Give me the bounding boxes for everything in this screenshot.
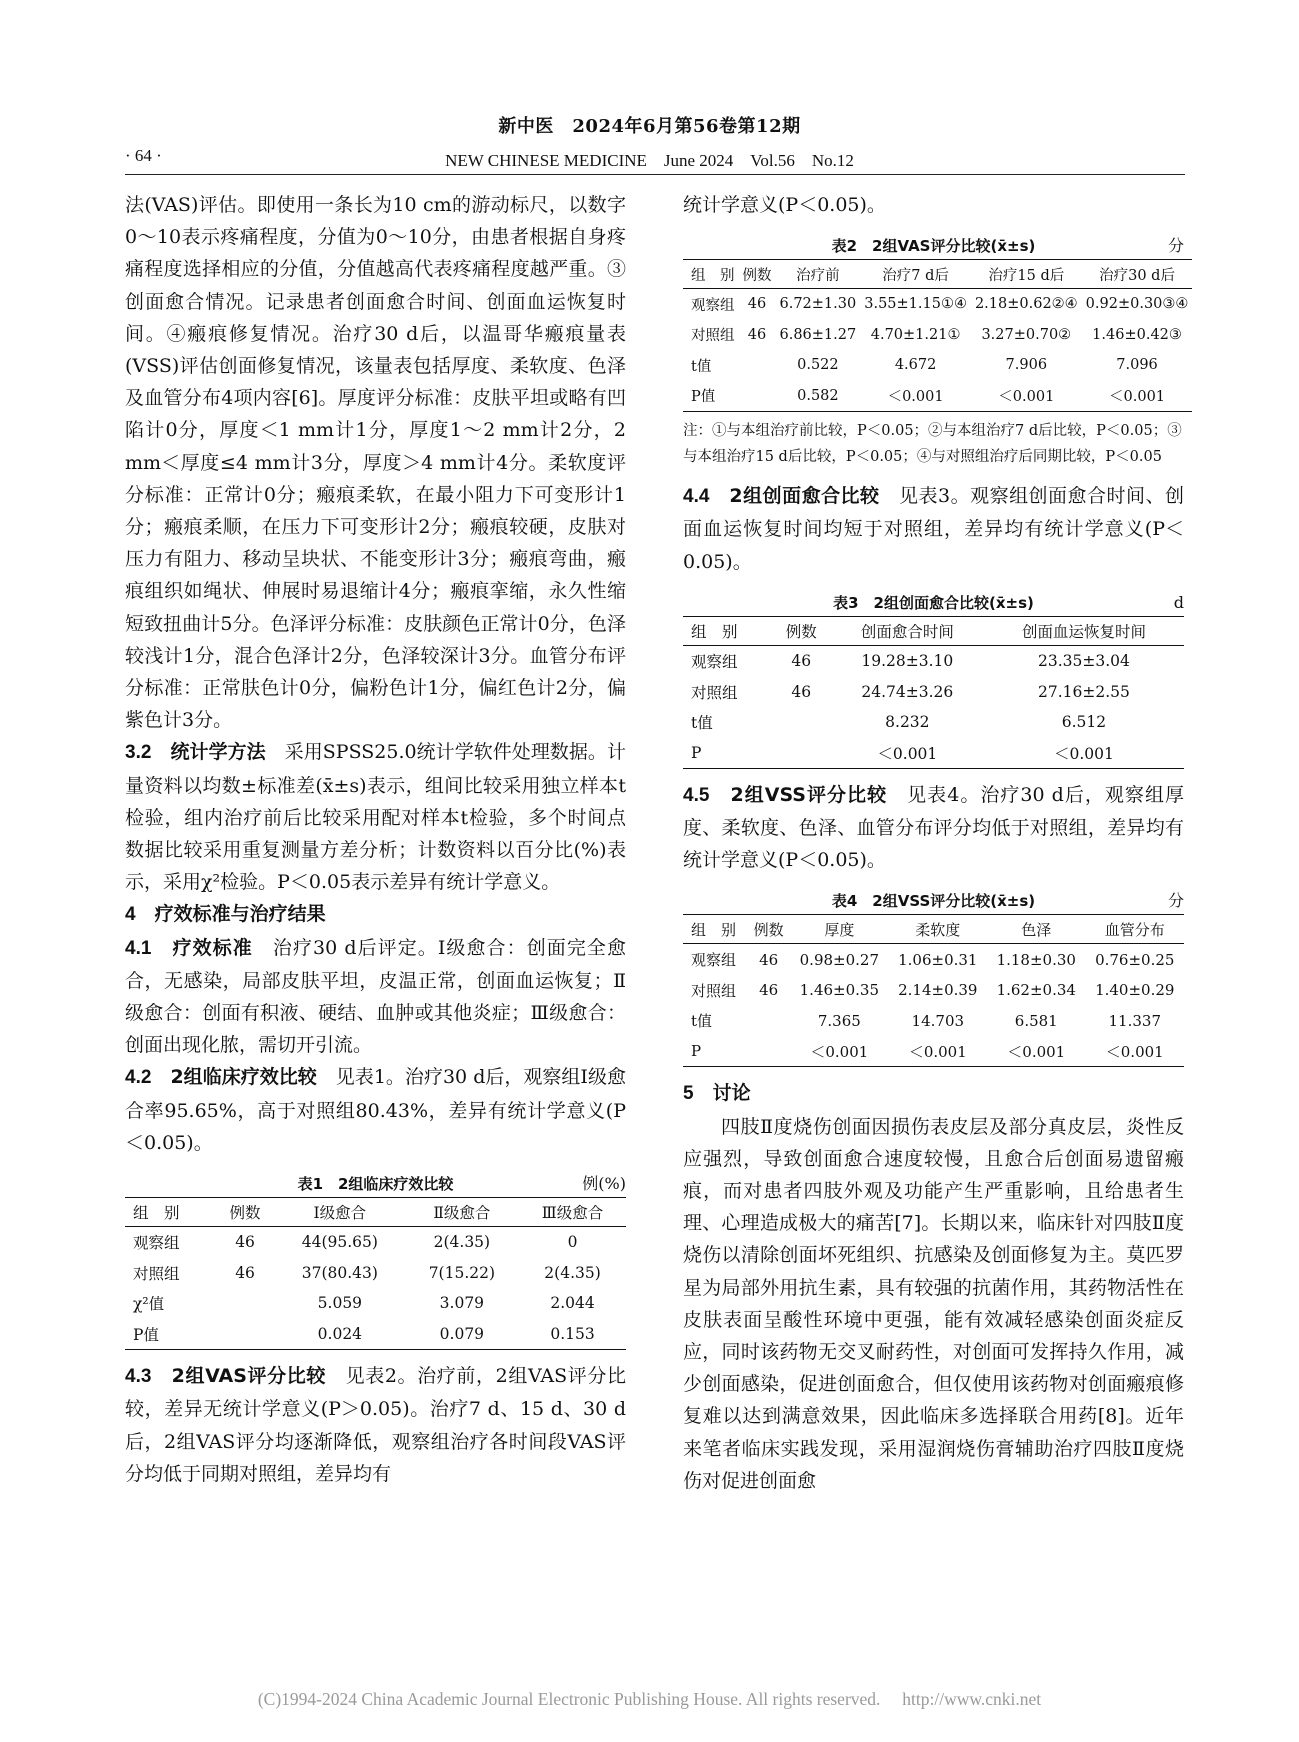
cell: 0.153 [519,1319,626,1350]
section-title: 2组临床疗效比较 [170,1066,317,1089]
table-row [683,1036,1184,1067]
section-number: 4.2 [125,1067,152,1089]
col-header: 色泽 [987,915,1085,944]
col-header: 创面愈合时间 [831,616,984,645]
cell: 2(4.35) [544,1263,601,1282]
col-header: 组 别 [683,915,747,944]
cell: ＜0.001 [790,1036,888,1067]
caption-text: 表3 2组创面愈合比较(x̄±s) [833,593,1034,612]
table-1 [125,1171,626,1350]
col-header: Ⅲ级愈合 [519,1198,626,1227]
section-number: 4.5 [683,784,710,806]
cell: P值 [125,1319,215,1350]
cell: 观察组 [691,951,737,970]
cell: ＜0.001 [987,1036,1085,1067]
section-3-2 [125,736,626,898]
cell: 44(95.65) [301,1233,378,1252]
header-rule [125,174,1185,175]
copyright-footer: (C)1994-2024 China Academic Journal Electronic Publishing House. All rights reserved. http://www.cnki.net [257,1689,1042,1709]
col-header: 例数 [772,616,831,645]
table-row [683,944,1184,975]
table-row [125,1319,626,1350]
cell: 19.28±3.10 [861,652,954,671]
table-row [683,707,1184,738]
right-column [683,189,1189,1497]
section-title: 2组创面愈合比较 [729,485,880,508]
cell: P值 [683,381,739,412]
cell: ＜0.001 [984,737,1184,768]
cell: 6.512 [1061,713,1107,732]
table-unit: 分 [1167,236,1184,256]
col-header: Ⅰ级愈合 [275,1198,405,1227]
section-4-5 [683,779,1184,877]
table-2-grid [683,259,1192,412]
cell: 0.76±0.25 [1095,950,1175,969]
cell: 6.72±1.30 [779,296,857,313]
cell: 37(80.43) [301,1263,378,1282]
cell: 0.98±0.27 [799,950,880,969]
section-4-4 [683,480,1184,578]
table-unit: d [1173,592,1184,612]
section-number: 3.2 [125,742,152,764]
table-2-note: 注：①与本组治疗前比较，P＜0.05；②与本组治疗7 d后比较，P＜0.05；③与本组治疗15 d后比较，P＜0.05；④与对照组治疗后同期比较，P＜0.05 [683,423,1182,466]
cell: 46 [235,1263,255,1282]
section-5-heading [683,1077,1184,1110]
journal-title-cn: 新中医 2024年6月第56卷第12期 [498,116,801,137]
cell: 46 [759,950,779,969]
cell: 7(15.22) [428,1263,496,1282]
cell: 46 [791,682,812,701]
section-text: 治疗30 d后评定。Ⅰ级愈合：创面完全愈合，无感染，局部皮肤平坦，皮温正常，创面血运恢复；Ⅱ级愈合：创面有积液、硬结、血肿或其他炎症；Ⅲ级愈合：创面出现化脓，需切开引流。 [125,936,626,1057]
cell: 对照组 [691,683,738,702]
paragraph-continued: 统计学意义(P＜0.05)。 [683,194,886,216]
section-text: 见表4。治疗30 d后，观察组厚度、柔软度、色泽、血管分布评分均低于对照组，差异均有统计学意义(P＜0.05)。 [683,783,1184,872]
cell: t值 [691,358,712,375]
cell: 1.46±0.35 [799,981,880,1000]
cell: 1.18±0.30 [996,950,1076,969]
section-4-1 [125,932,626,1062]
cell [772,737,831,768]
cell: 观察组 [691,653,738,672]
cell [747,1036,790,1067]
section-number: 4.3 [125,1366,152,1388]
section-text: 见表3。观察组创面愈合时间、创面血运恢复时间均短于对照组，差异均有统计学意义(P＜0.05)。 [683,485,1184,573]
caption-text: 表2 2组VAS评分比较(x̄±s) [831,237,1036,256]
col-header: 治疗前 [776,260,861,289]
section-title: 统计学方法 [170,741,266,764]
table-row [683,676,1184,707]
paragraph-vas-vss: 法(VAS)评估。即使用一条长为10 cm的游动标尺，以数字0～10表示疼痛程度，分值为0～10分，由患者根据自身疼痛程度选择相应的分值，分值越高代表疼痛程度越严重。③创面愈合情况。记录患者创面愈合时间、创面血运恢复时间。④瘢痕修复情况。治疗30 d后，以温哥华瘢痕量表(VSS)评估创面修复情况，该量表包括厚度、柔软度、色泽及血管分布4项内容[6]。厚度评分标准：皮肤平坦或略有凹陷计0分，厚度＜1 mm计1分，厚度1～2 mm计2分，2 mm＜厚度≤4 mm计3分，厚度＞4 mm计4分。柔软度评分标准：正常计0分；瘢痕柔软，在最小阻力下可变形计1分；瘢痕柔顺，在压力下可变形计2分；瘢痕较硬，皮肤对压力有阻力、移动呈块状、不能变形计3分；瘢痕弯曲，瘢痕组织如绳状、伸展时易退缩计4分；瘢痕挛缩，永久性缩短致扭曲计5分。色泽评分标准：皮肤颜色正常计0分，色泽较浅计1分，混合色泽计2分，色泽较深计3分。血管分布评分标准：正常肤色计0分，偏粉色计1分，偏红色计2分，偏紫色计3分。 [125,194,626,732]
cell: 6.581 [1014,1011,1058,1030]
cell [215,1288,275,1319]
table-caption [683,233,1184,259]
cell: 观察组 [133,1234,180,1253]
cell: ＜0.001 [831,737,984,768]
section-4-3 [125,1360,626,1490]
page-number: · 64 · [125,146,162,165]
col-header: 治疗30 d后 [1082,260,1193,289]
col-header: 例数 [215,1198,275,1227]
table-row [683,381,1192,412]
cell: 7.906 [1005,357,1048,374]
cell [739,350,776,381]
col-header: 组 别 [683,616,772,645]
discussion-paragraph: 四肢Ⅱ度烧伤创面因损伤表皮层及部分真皮层，炎性反应强烈，导致创面愈合速度较慢，且愈合后创面易遗留瘢痕，而对患者四肢外观及功能产生严重影响，且给患者生理、心理造成极大的痛苦[7]。长期以来，临床针对四肢Ⅱ度烧伤以清除创面坏死组织、抗感染及创面修复为主。莫匹罗星为局部外用抗生素，具有较强的抗菌作用，其药物活性在皮肤表面呈酸性环境中更强，能有效减轻感染创面炎症反应，同时该药物无交叉耐药性，对创面可发挥持久作用，减少创面感染，促进创面愈合，但仅使用该药物对创面瘢痕修复难以达到满意效果，因此临床多选择联合用药[8]。近年来笔者临床实践发现，采用湿润烧伤膏辅助治疗四肢Ⅱ度烧伤对促进创面愈 [683,1115,1184,1492]
table-row [125,1227,626,1258]
cell: 27.16±2.55 [1038,682,1130,701]
cell: 0.582 [776,381,861,412]
table-4-grid [683,914,1184,1067]
col-header: 血管分布 [1086,915,1185,944]
col-header: 例数 [747,915,790,944]
table-caption [125,1171,626,1197]
section-title: 2组VAS评分比较 [171,1365,326,1388]
cell: 2(4.35) [433,1233,491,1252]
cell: 0.92±0.30③④ [1085,296,1189,313]
section-number: 4 [125,904,136,926]
cell: 0 [567,1233,578,1252]
section-number: 5 [683,1083,694,1105]
table-row [683,1005,1184,1036]
caption-text: 表1 2组临床疗效比较 [297,1175,454,1194]
table-2 [683,233,1189,470]
left-column [125,189,626,1490]
cell: 3.55±1.15①④ [864,296,967,313]
section-title: 疗效标准与治疗结果 [154,903,326,926]
col-header: 例数 [739,260,776,289]
cell: 1.46±0.42③ [1092,326,1182,343]
col-header: 创面血运恢复时间 [984,616,1184,645]
cell: 3.079 [439,1294,485,1313]
table-unit: 例(%) [582,1174,626,1194]
cell: ＜0.001 [889,1036,987,1067]
cell: 0.079 [405,1319,519,1350]
table-caption [683,590,1184,616]
cell: 24.74±3.26 [861,682,954,701]
cell: 46 [747,296,767,313]
cell: 6.86±1.27 [779,326,857,343]
cell: 观察组 [691,297,735,314]
section-4-2 [125,1061,626,1159]
table-3 [683,590,1184,769]
cell: 对照组 [691,981,737,1000]
section-4-heading [125,898,626,931]
cell: 2.14±0.39 [898,981,978,1000]
table-3-grid [683,616,1184,769]
cell [215,1319,275,1350]
cell: 14.703 [911,1011,965,1030]
section-title: 2组VSS评分比较 [730,783,888,806]
journal-title-en: NEW CHINESE MEDICINE June 2024 Vol.56 No.12 [445,151,854,170]
table-row [683,289,1192,320]
cell: 3.27±0.70② [981,326,1072,343]
table-row [683,645,1184,676]
cell: t值 [691,1012,713,1031]
cell: ＜0.001 [971,381,1082,412]
cell: 46 [759,981,779,1000]
section-number: 4.4 [683,486,710,508]
table-row [683,350,1192,381]
col-header: 厚度 [790,915,888,944]
cell: 23.35±3.04 [1038,652,1130,671]
col-header: Ⅱ级愈合 [405,1198,519,1227]
table-caption [683,888,1184,914]
cell [739,381,776,412]
cell: ＜0.001 [1082,381,1193,412]
cell: 4.70±1.21① [870,326,961,343]
cell: P [683,737,772,768]
caption-text: 表4 2组VSS评分比较(x̄±s) [831,892,1036,911]
table-4 [683,888,1184,1067]
section-title: 讨论 [712,1082,751,1105]
section-text: 采用SPSS25.0统计学软件处理数据。计量资料以均数±标准差(x̄±s)表示，组间比较采用独立样本t检验，组内治疗前后比较采用配对样本t检验，多个时间点数据比较采用重复测量方差分析；计数资料以百分比(%)表示，采用χ²检验。P＜0.05表示差异有统计学意义。 [125,741,626,894]
cell: 46 [235,1233,255,1252]
cell: 0.024 [275,1319,405,1350]
cell: ＜0.001 [1086,1036,1185,1067]
cell: 对照组 [133,1264,180,1283]
cell: 1.06±0.31 [898,950,978,969]
cell: 7.096 [1116,357,1158,374]
table-1-grid [125,1197,626,1350]
cell: ＜0.001 [860,381,971,412]
cell: 2.18±0.62②④ [974,296,1078,313]
cell [747,1005,790,1036]
cell: 11.337 [1108,1011,1161,1030]
col-header: 治疗15 d后 [971,260,1082,289]
cell: 5.059 [317,1294,363,1313]
section-text: 见表1。治疗30 d后，观察组Ⅰ级愈合率95.65%，高于对照组80.43%，差异有统计学意义(P＜0.05)。 [125,1066,626,1154]
table-row [683,320,1192,351]
cell: t值 [691,714,713,733]
cell: 46 [791,652,812,671]
table-row [683,975,1184,1006]
cell: χ²值 [133,1295,165,1314]
table-unit: 分 [1167,891,1184,911]
cell: 8.232 [885,713,930,732]
section-title: 疗效标准 [172,936,253,959]
section-text: 见表2。治疗前，2组VAS评分比较，差异无统计学意义(P＞0.05)。治疗7 d、15 d、30 d后，2组VAS评分均逐渐降低，观察组治疗各时间段VAS评分均低于同期对照组，差异均有 [125,1365,626,1485]
cell: 46 [747,326,767,343]
cell: 1.40±0.29 [1095,981,1175,1000]
cell: 对照组 [691,328,735,345]
table-row [125,1288,626,1319]
col-header: 组 别 [125,1198,215,1227]
cell: 7.365 [817,1011,861,1030]
table-row [125,1258,626,1289]
col-header: 组 别 [683,260,739,289]
section-number: 4.1 [125,937,152,959]
cell: 2.044 [550,1294,595,1313]
cell: 0.522 [797,357,839,374]
cell: P [683,1036,747,1067]
col-header: 治疗7 d后 [860,260,971,289]
cell: 4.672 [894,357,937,374]
cell: 1.62±0.34 [996,981,1076,1000]
col-header: 柔软度 [889,915,987,944]
cell [772,707,831,738]
table-row [683,737,1184,768]
